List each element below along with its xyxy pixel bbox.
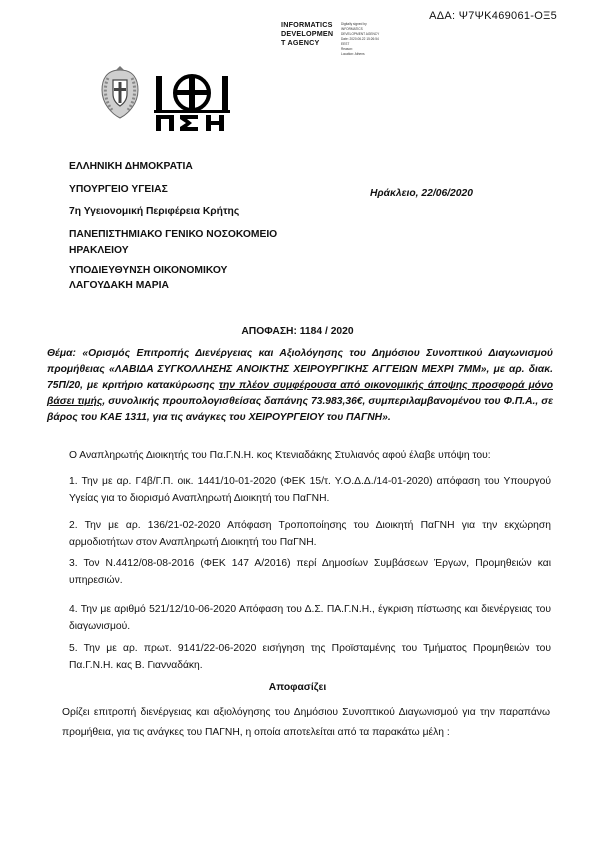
digital-signature-details — [341, 22, 379, 57]
list-item: 3. Τον Ν.4412/08-08-2016 (ΦΕΚ 147 Α/2016) περί Δημοσίων Συμβάσεων Έργων, Προμηθειών και υπηρεσιών. — [69, 558, 551, 586]
subject-label: Θέμα: — [47, 348, 76, 359]
republic-label: ΕΛΛΗΝΙΚΗ ΔΗΜΟΚΡΑΤΙΑ — [69, 161, 193, 172]
signature-org-line: T AGENCY — [281, 38, 320, 47]
signature-detail: Digitally signed by — [341, 22, 367, 26]
signature-org — [281, 20, 333, 47]
list-item: 5. Την με αρ. πρωτ. 9141/22-06-2020 εισήγηση της Προϊσταμένης του Τμήματος Προμηθειών του Πα.Γ.Ν.Η. κας Β. Γιανναδάκη. — [69, 643, 551, 671]
hospital-logo — [152, 73, 232, 131]
list-item: 1. Την με αρ. Γ4β/Γ.Π. οικ. 1441/10-01-2020 (ΦΕΚ 15/τ. Υ.Ο.Δ.Δ./14-01-2020) απόφαση του Υπουργού Υγείας για το διορισμό Αναπληρωτή Διοικητή του ΠαΓΝΗ. — [69, 476, 551, 504]
decision-number: ΑΠΟΦΑΣΗ: 1184 / 2020 — [241, 326, 354, 337]
signature-detail: Reason: — [341, 47, 353, 51]
signature-detail: Date: 2020.06.22 15:26:54 — [341, 37, 379, 41]
department-contact: ΛΑΓΟΥΔΑΚΗ ΜΑΡΙΑ — [69, 280, 169, 291]
ministry-label: ΥΠΟΥΡΓΕΙΟ ΥΓΕΙΑΣ — [69, 184, 168, 195]
signature-detail: EEST — [341, 42, 350, 46]
list-item: 2. Την με αρ. 136/21-02-2020 Απόφαση Τροποποίησης του Διοικητή ΠαΓΝΗ για την εκχώρηση αρμοδιοτήτων στον Αναπληρωτή Διοικητή του ΠαΓΝΗ. — [69, 520, 551, 548]
region-label: 7η Υγειονομική Περιφέρεια Κρήτης — [69, 206, 240, 217]
document-date: Ηράκλειο, 22/06/2020 — [370, 188, 473, 199]
intro-paragraph: Ο Αναπληρωτής Διοικητής του Πα.Γ.Ν.Η. κος Κτενιαδάκης Στυλιανός αφού έλαβε υπόψη του: — [69, 450, 491, 461]
ada-code: ΑΔΑ: Ψ7ΨΚ469061-ΟΞ5 — [429, 10, 557, 22]
subject-paragraph — [47, 346, 553, 426]
signature-detail: INFORMATICS — [341, 27, 363, 31]
award-criterion: την πλέον συμφέρουσα από οικονομικής άποψης προσφορά μόνο βάσει τιμής — [47, 380, 553, 407]
decides-heading: Αποφασίζει — [268, 682, 327, 693]
signature-org-line: DEVELOPMEN — [281, 29, 334, 38]
department-label: ΥΠΟΔΙΕΥΘΥΝΣΗ ΟΙΚΟΝΟΜΙΚΟΥ — [69, 265, 228, 276]
hospital-city: ΗΡΑΚΛΕΙΟΥ — [69, 245, 129, 256]
signature-detail: DEVELOPMENT AGENCY — [341, 32, 380, 36]
signature-detail: Location: Athens — [341, 52, 365, 56]
signature-org-line: INFORMATICS — [281, 20, 333, 29]
greek-emblem-icon — [94, 66, 146, 122]
closing-paragraph: Ορίζει επιτροπή διενέργειας και αξιολόγησης του Δημόσιου Συνοπτικού Διαγωνισμού για την παραπάνω προμήθεια, για τις ανάγκες του ΠΑΓΝΗ, η οποία αποτελείται από τα παρακάτω μέλη : — [62, 707, 550, 738]
subject-text: «Ορισμός Επιτροπής Διενέργειας και Αξιολόγησης του Δημόσιου Συνοπτικού Διαγωνισμού προμήθειας «ΛΑΒΙΔΑ ΣΥΓΚΟΛΛΗΣΗΣ ΑΝΟΙΚΤΗΣ ΧΕΙΡΟΥΡΓΙΚΗΣ ΑΓΓΕΙΩΝ ΜΕΧΡΙ 7ΜΜ», με αρ. διακ. 75Π/20, με κριτήριο κατακύρωσης — [47, 348, 553, 391]
list-item: 4. Την με αριθμό 521/12/10-06-2020 Απόφαση του Δ.Σ. ΠΑ.Γ.Ν.Η., έγκριση πίστωσης και διενέργειας του διαγωνισμού. — [69, 604, 551, 632]
hospital-name: ΠΑΝΕΠΙΣΤΗΜΙΑΚΟ ΓΕΝΙΚΟ ΝΟΣΟΚΟΜΕΙΟ — [69, 229, 278, 240]
subject-text-end: , συνολικής προυπολογισθείσας δαπάνης 73.983,36€, συμπεριλαμβανομένου του Φ.Π.Α., σε βάρος του ΚΑΕ 1311, για τις ανάγκες του ΧΕΙΡΟΥΡΓΕΙΟΥ του ΠΑΓΝΗ». — [47, 396, 553, 423]
